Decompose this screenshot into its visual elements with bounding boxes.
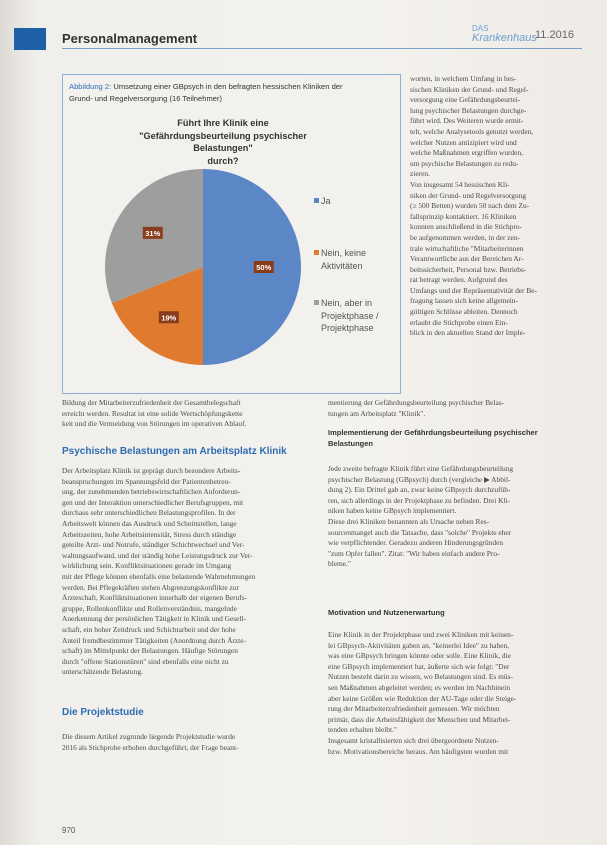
- issue-date: 11.2016: [535, 29, 574, 41]
- text-line: primär, dass die Arbeitsfähigkeit der Menschen und Mitarbei-: [328, 714, 511, 724]
- figure-caption-line1: Umsetzung einer GBpsych in den befragten hessischen Kliniken der: [111, 82, 343, 91]
- text-line: niken der Grund- und Regelversorgung: [410, 190, 527, 200]
- page-number: 970: [62, 826, 76, 835]
- text-line: tenden erhalten bleibt.": [328, 725, 397, 735]
- text-line: worten, in welchem Umfang in hes-: [410, 74, 517, 83]
- text-line: keit und die Vermeidung von Störungen im operativen Ablauf.: [62, 419, 247, 429]
- text-line: mit der Pflege können ebenfalls eine belastende Wahrnehmungen: [62, 571, 256, 581]
- legend-item-nein-projekt: [321, 297, 379, 335]
- text-line: Der Arbeitsplatz Klinik ist geprägt durch besondere Arbeits-: [62, 466, 241, 475]
- heading-line: Belastungen: [328, 438, 374, 448]
- left-column-intro: [62, 398, 332, 430]
- section-title: Personalmanagement: [62, 31, 198, 46]
- text-line: tungen am Arbeitsplatz "Klinik".: [328, 408, 426, 418]
- section1-body: [62, 466, 332, 678]
- text-line: bleme.": [328, 559, 351, 569]
- text-line: Anteil fremdbestimmter Tätigkeiten (Anordnung durch Ärzte-: [62, 635, 246, 645]
- right-column-span: [328, 398, 582, 419]
- data-label: 31%: [145, 228, 161, 238]
- text-line: durchaus sehr unterschiedlichen Belastungsprofilen. In der: [62, 508, 236, 518]
- heading-projektstudie: Die Projektstudie: [62, 707, 144, 718]
- text-line: eine GBpsych implementiert hat, äußerte sich wie folgt: "Der: [328, 661, 510, 671]
- text-line: Von insgesamt 54 hessischen Kli-: [410, 179, 510, 189]
- text-line: Die diesem Artikel zugrunde liegende Projektstudie wurde: [62, 732, 236, 741]
- text-line: erreicht werden. Resultat ist eine solide Wertschöpfungskette: [62, 408, 243, 418]
- text-line: versorgung eine Gefährdungsbeurtei-: [410, 95, 521, 105]
- data-label: 50%: [256, 263, 272, 272]
- text-line: ren, sich allerdings in der Projektphase zu befinden. Drei Kli-: [328, 495, 511, 505]
- text-line: sourcenmangel auch die Tatsache, dass "solche" Projekte eher: [328, 527, 512, 537]
- text-line: (≥ 500 Betten) wurden 50 nach dem Zu-: [410, 201, 530, 211]
- text-line: Nutzen besteht darin zu wissen, wo Belastungen sind. Es müs-: [328, 672, 513, 682]
- text-line: rat betragt werden. Aufgrund des: [410, 275, 508, 285]
- text-line: Arbeitszeiten, hohe Arbeitsintensität, Stress durch ständige: [62, 529, 237, 539]
- legend-swatch: [314, 198, 319, 203]
- text-line: schaft, ein hoher Zeitdruck und Schichtarbeit und der hohe: [62, 624, 236, 634]
- header-accent-bar: [14, 28, 46, 50]
- text-line: sen Maßnahmen abgeleitet werden; es werden im Nachhinein: [328, 682, 511, 692]
- legend-label: Nein, aber in: [321, 298, 373, 308]
- text-line: Umfangs und der Repräsentativität der Be-: [410, 285, 538, 295]
- chart-title: [123, 117, 323, 167]
- legend-item-ja: [321, 195, 331, 208]
- text-line: geteilte Arzt- und Notrufe, ständiger Schichtwechsel und Ver-: [62, 540, 245, 550]
- text-line: werden. Bei Pflegekräften stehen Abgrenzungskonflikte zur: [62, 582, 239, 592]
- text-line: führt wird. Des Weiteren wurde ermit-: [410, 116, 524, 126]
- text-line: Insgesamt kristallisierten sich drei übergeordnete Nutzen-: [328, 735, 499, 745]
- figure-caption-label: Abbildung 2:: [69, 82, 112, 91]
- logo-top: DAS: [472, 24, 489, 33]
- text-line: telt, welche Analysetools genutzt werden,: [410, 126, 534, 136]
- section2-body: [62, 732, 332, 753]
- text-line: Ärzteschaft, Konfliktsituationen innerhalb der eigenen Berufs-: [62, 593, 248, 603]
- text-line: durch "offene Stationstüren" sind ebenfalls eine nicht zu: [62, 656, 229, 666]
- text-line: wie verpflichtender. Geradezu anderen Hinderungsgründen: [328, 538, 504, 548]
- journal-logo: [472, 24, 537, 46]
- legend-label: Projektphase: [321, 323, 374, 333]
- text-line: be aufgenommen werden, in der zen-: [410, 232, 520, 242]
- text-line: bzw. Motivationsbereiche heraus. Am häufigsten wurden mit: [328, 746, 509, 756]
- text-line: lung psychischer Belastungen durchge-: [410, 105, 527, 115]
- section4-body: [328, 630, 582, 757]
- legend-label: Ja: [321, 196, 331, 206]
- text-line: waltungsaufwand, und der ständig hohe Leistungsdruck zur Ver-: [62, 550, 253, 560]
- text-line: aber keine Größen wie Reduktion der AU-Tage oder die Steige-: [328, 693, 517, 703]
- text-line: blick in den aktuellen Stand der Imple-: [410, 328, 526, 338]
- text-line: gültigen Schlüsse ableiten. Dennoch: [410, 307, 518, 317]
- section3-body: [328, 464, 582, 570]
- text-line: dung 2). Ein Drittel gab an, zwar keine GBpsych durchzufüh-: [328, 485, 511, 495]
- text-line: zieren.: [410, 169, 430, 179]
- text-line: was eine GBpsych bringen könnte oder solle. Eine Klinik, die: [328, 651, 511, 661]
- text-line: gen und der Interaktion unterschiedlicher Berufsgruppen, mit: [62, 497, 244, 507]
- text-line: erlaubt die Stichprobe einen Ein-: [410, 317, 508, 327]
- text-line: Anerkennung der persönlichen Tätigkeit in Klinik und Gesell-: [62, 614, 246, 624]
- legend-label: Aktivitäten: [321, 260, 363, 271]
- legend-swatch: [314, 250, 319, 255]
- data-label: 19%: [161, 313, 177, 323]
- legend-label: Projektphase /: [321, 310, 379, 321]
- text-line: Arbeitswelt können das Ausdruck und Schnittstellen, lange: [62, 518, 237, 528]
- logo-bottom: Krankenhaus: [472, 32, 537, 44]
- chart-title-line: "Gefährdungsbeurteilung psychischer Belastungen": [139, 130, 307, 153]
- text-line: 2016 als Stichprobe erhoben durchgeführt, der Frage beant-: [62, 742, 239, 752]
- text-line: beanspruchungen im Spannungsfeld der Patientenbetreu-: [62, 476, 231, 486]
- text-line: Eine Klinik in der Projektphase und zwei Kliniken mit keinen-: [328, 630, 514, 639]
- text-line: "zum Opfer fallen". Zitat: "Wir haben einfach andere Pro-: [328, 548, 500, 558]
- heading-psychische-belastungen: Psychische Belastungen am Arbeitsplatz Klinik: [62, 446, 287, 457]
- text-line: psychischer Belastung (GBpsych) durch (vergleiche ▶ Abbil-: [328, 474, 511, 484]
- right-column-top: [410, 74, 582, 339]
- legend-item-nein-keine: [321, 247, 366, 272]
- text-line: konnten anschließend in die Stichpro-: [410, 222, 523, 232]
- header-rule: [62, 48, 582, 49]
- chart-title-line: durch?: [207, 155, 239, 166]
- text-line: ung, der zunehmenden betriebswirtschaftlichen Anforderun-: [62, 487, 241, 497]
- text-line: fragung lassen sich keine allgemein-: [410, 296, 518, 306]
- text-line: fallsprinzip kontaktiert. 16 Kliniken: [410, 211, 517, 221]
- text-line: Bildung der Mitarbeiterzufriedenheit der Gesamtbelegschaft: [62, 398, 241, 407]
- heading-implementierung: [328, 428, 582, 449]
- figure-box: [62, 74, 401, 394]
- text-line: Verantwortliche aus der Bereichen Ar-: [410, 254, 524, 264]
- text-line: trale wirtschaftliche "Mitarbeiterinnen: [410, 243, 524, 253]
- text-line: beitssicherheit, Personal bzw. Betriebs-: [410, 264, 527, 274]
- text-line: lei GBpsych-Aktivitäten gaben an, "keinerlei Idee" zu haben,: [328, 640, 510, 650]
- pie-chart: [103, 167, 303, 367]
- text-line: rung der Mitarbeiterzufriedenheit gemessen. Wir möchten: [328, 704, 500, 714]
- figure-caption-line2: Grund- und Regelversorgung (16 Teilnehmer): [69, 94, 223, 103]
- text-line: Diese drei Kliniken benannten als Ursache neben Res-: [328, 516, 490, 526]
- text-line: schaft) im Mittelpunkt der Belastungen. Häufige Störungen: [62, 646, 238, 656]
- legend-swatch: [314, 300, 319, 305]
- text-line: um psychische Belastungen zu redu-: [410, 158, 519, 168]
- text-line: niken haben keine GBpsych implementiert.: [328, 506, 457, 516]
- text-line: welche Maßnahmen ergriffen wurden,: [410, 148, 524, 158]
- text-line: mentierung der Gefährdungsbeurteilung psychischer Belas-: [328, 398, 505, 407]
- chart-title-line: Führt Ihre Klinik eine: [177, 118, 269, 128]
- text-line: unterschätzende Belastung.: [62, 667, 143, 677]
- text-line: sischen Kliniken der Grund- und Regel-: [410, 84, 529, 94]
- heading-motivation: Motivation und Nutzenerwartung: [328, 608, 445, 617]
- pie-slice: [203, 169, 301, 365]
- legend-label: Nein, keine: [321, 248, 367, 258]
- text-line: welcher Nutzen antizipiert wird und: [410, 137, 517, 147]
- figure-caption: [69, 81, 391, 105]
- heading-line: Implementierung der Gefährdungsbeurteilung psychischer: [328, 428, 538, 437]
- text-line: gruppe, Rollenkonflikte und Rollenverständnis, mangelnde: [62, 603, 237, 613]
- text-line: Jede zweite befragte Klinik führt eine Gefährdungsbeurteilung: [328, 464, 514, 473]
- text-line: wirklichung sein. Konfliktsituationen gerade im Umgang: [62, 561, 232, 571]
